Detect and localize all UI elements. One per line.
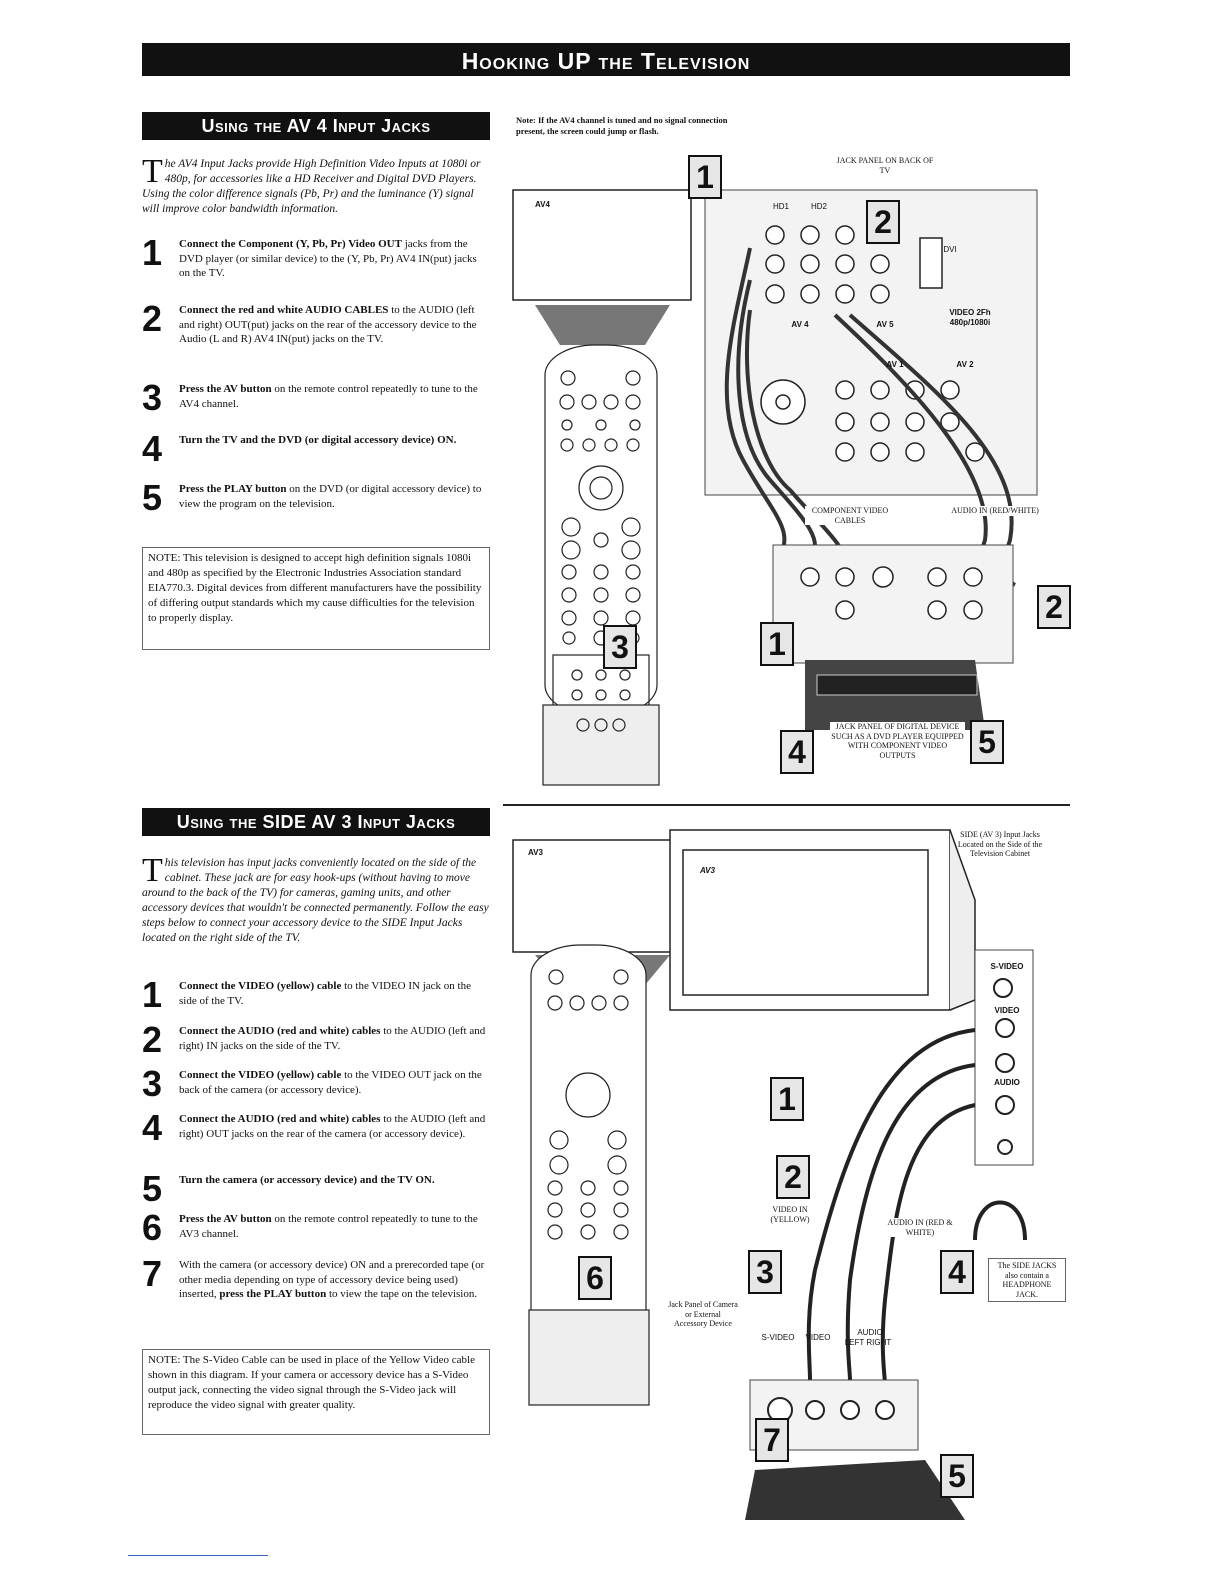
component-cables-label: COMPONENT VIDEO CABLES (805, 506, 895, 525)
audio-in-label: AUDIO IN (RED/WHITE) (951, 506, 1039, 515)
remote-control-2 (529, 945, 649, 1405)
step-number: 5 (142, 1168, 163, 1209)
step-body-text: on the remote control repeatedly to tune to the AV4 channel. (179, 383, 478, 410)
step-number: 7 (142, 1253, 163, 1294)
av2-jack-label: AV 2 (956, 360, 974, 369)
step-number: 4 (142, 428, 163, 469)
callout2-1: 1 (770, 1077, 804, 1121)
section2-title: Using the SIDE AV 3 Input Jacks (142, 808, 490, 836)
video-side-label: VIDEO (994, 1006, 1020, 1015)
step-text (179, 237, 489, 281)
step-body-text: on the remote control repeatedly to tune to the AV3 channel. (179, 1213, 478, 1240)
step-bold-text: Connect the AUDIO (red and white) cables (179, 1025, 381, 1037)
step-bold-text: Press the PLAY button (179, 483, 287, 495)
av4-jack-label: AV 4 (791, 320, 809, 329)
callout2-6: 6 (578, 1256, 612, 1300)
step-bold-text: Connect the AUDIO (red and white) cables (179, 1113, 381, 1125)
step-bold-text: Press the AV button (179, 383, 272, 395)
side-cables (809, 1030, 975, 1385)
step-number: 5 (142, 477, 163, 518)
step-text (179, 979, 489, 1008)
step-body-text: to the AUDIO (left and right) IN jacks on the side of the TV. (179, 1025, 486, 1052)
callout-2b: 2 (1037, 585, 1071, 629)
step-body-text: jacks from the DVD player (or similar device) to the (Y, Pb, Pr) AV4 IN(put) jacks on the TV. (179, 238, 477, 279)
camera-video-label: VIDEO (805, 1333, 831, 1342)
callout-5: 5 (970, 720, 1004, 764)
step-body-text: to the VIDEO OUT jack on the back of the camera (or accessory device). (179, 1069, 482, 1096)
step-bold-text: Connect the VIDEO (yellow) cable (179, 1069, 342, 1081)
section2-intro (142, 852, 490, 946)
step-number: 1 (142, 974, 163, 1015)
headphones (975, 1203, 1025, 1241)
step-body-text: to the VIDEO IN jack on the side of the TV. (179, 980, 471, 1007)
section1-intro (142, 153, 490, 217)
camera-svideo-label: S-VIDEO (761, 1333, 795, 1342)
step-text (179, 1173, 489, 1188)
dvi-label: DVI (943, 245, 957, 254)
callout2-7: 7 (755, 1418, 789, 1462)
step-bold-text: Press the AV button (179, 1213, 272, 1225)
instruction-step (142, 298, 490, 345)
hd2-label: HD2 (810, 202, 827, 211)
step-number: 3 (142, 1063, 163, 1104)
tv-screen-label: AV3 (700, 866, 715, 875)
section2-intro-text: his television has input jacks conveniently located on the side of the cabinet. These jack are for easy hook-ups (without having to move around to the back of the TV) for cameras, gaming units, and other accessory devices that wouldn't be connected permanently. Follow the easy steps below to connect your accessory device to the SIDE Input Jacks located on the right side of the TV. (142, 857, 489, 944)
instruction-step (142, 1207, 490, 1252)
television (670, 830, 975, 1010)
headphone-label: The SIDE JACKS also contain a HEADPHONE JACK. (988, 1258, 1066, 1302)
section1-top-note: Note: If the AV4 channel is tuned and no signal connection present, the screen could jump or flash. (516, 115, 728, 136)
audio-side-label: AUDIO (994, 1078, 1020, 1087)
instruction-step (142, 428, 490, 473)
callout2-5: 5 (940, 1454, 974, 1498)
step-bold-text: Turn the camera (or accessory device) and the TV ON. (179, 1174, 435, 1186)
instruction-step (142, 974, 490, 1019)
remote-control (543, 345, 659, 785)
step-text (179, 482, 489, 511)
section2-intro-cap: T (142, 852, 163, 889)
camera-audio-label: AUDIO (857, 1328, 883, 1337)
step-text (179, 1212, 489, 1241)
step-text (179, 1258, 489, 1302)
callout-3: 3 (603, 625, 637, 669)
av4-diagram (505, 140, 1070, 800)
step-text (179, 1068, 489, 1097)
side-jacks-label: SIDE (AV 3) Input Jacks Located on the Side of the Television Cabinet (957, 830, 1043, 858)
footer-line (128, 1555, 268, 1556)
step-text (179, 303, 489, 347)
section-divider (503, 804, 1070, 806)
av5-jack-label: AV 5 (876, 320, 894, 329)
step-text (179, 433, 489, 448)
step-text (179, 1112, 489, 1141)
step-bold-text: Connect the VIDEO (yellow) cable (179, 980, 342, 992)
hd1-label: HD1 (772, 202, 789, 211)
section2-note: NOTE: The S-Video Cable can be used in place of the Yellow Video cable shown in this diagram. If your camera or accessory device has a S-Video output jack, connecting the video signal through the S-Video jack will reproduce the video signal with greater quality. (142, 1349, 490, 1435)
step-number: 1 (142, 232, 163, 273)
step-body-text: With the camera (or accessory device) ON and a prerecorded tape (or other media depending on type of accessory device being used) inserted, (179, 1259, 485, 1300)
step-body-text: to view the tape on the television. (326, 1288, 478, 1300)
svideo-side-label: S-VIDEO (990, 962, 1024, 971)
step-bold-text: Connect the red and white AUDIO CABLES (179, 304, 389, 316)
callout-1: 1 (688, 155, 722, 199)
jack-panel-digital-label: JACK PANEL OF DIGITAL DEVICE SUCH AS A DVD PLAYER EQUIPPED WITH COMPONENT VIDEO OUTPUTS (831, 722, 964, 760)
step-text (179, 1024, 489, 1053)
step-number: 6 (142, 1207, 163, 1248)
callout2-4: 4 (940, 1250, 974, 1294)
callout2-3: 3 (748, 1250, 782, 1294)
jack-panel-tv-label: JACK PANEL ON BACK OF TV (836, 156, 934, 175)
step-number: 2 (142, 1019, 163, 1060)
section1-intro-text: he AV4 Input Jacks provide High Definition Video Inputs at 1080i or 480p, for accessories like a HD Receiver and Digital DVD Players. Using the color difference signals (Pb, Pr) and the luminance (Y) signal will improve color bandwidth information. (142, 158, 481, 215)
step-bold-text: Connect the Component (Y, Pb, Pr) Video OUT (179, 238, 402, 250)
av1-jack-label: AV 1 (886, 360, 904, 369)
video-in-label: VIDEO IN (YELLOW) (755, 1205, 825, 1224)
step-number: 3 (142, 377, 163, 418)
instruction-step (142, 377, 490, 422)
instruction-step (142, 1019, 490, 1064)
instruction-step (142, 232, 490, 279)
step-body-text: on the DVD (or digital accessory device) to view the program on the television. (179, 483, 482, 510)
section1-intro-cap: T (142, 153, 163, 190)
step-number: 2 (142, 298, 163, 339)
callout2-2: 2 (776, 1155, 810, 1199)
audio-in-side-label: AUDIO IN (RED & WHITE) (885, 1218, 955, 1237)
instruction-step (142, 1168, 490, 1213)
instruction-step (142, 1253, 490, 1300)
camcorder (745, 1460, 965, 1520)
callout-2: 2 (866, 200, 900, 244)
av3-screen-label: AV3 (528, 848, 543, 857)
callout-1b: 1 (760, 622, 794, 666)
callout-4: 4 (780, 730, 814, 774)
step-body-text: to the AUDIO (left and right) OUT(put) jacks on the rear of the accessory device to the Audio (L and R) AV4 IN(put) jacks on the TV. (179, 304, 477, 345)
camera-panel-label: Jack Panel of Camera or External Accessory Device (668, 1300, 738, 1328)
section1-note: NOTE: This television is designed to accept high definition signals 1080i and 480p as specified by the Electronic Industries Association standard EIA770.3. Digital devices from different manufacturers have the possibility of differing output standards which my cause difficulties for the television to properly display. (142, 547, 490, 650)
camera-left-right-label: LEFT RIGHT (844, 1338, 892, 1347)
page-banner: Hooking UP the Television (142, 43, 1070, 76)
video-2fh-label: VIDEO 2Fh 480p/1080i (949, 308, 991, 327)
instruction-step (142, 1107, 490, 1152)
step-body-text: to the AUDIO (left and right) OUT jacks on the rear of the camera (or accessory device). (179, 1113, 486, 1140)
step-bold-text: press the PLAY button (219, 1288, 327, 1300)
section1-title: Using the AV 4 Input Jacks (142, 112, 490, 140)
step-bold-text: Turn the TV and the DVD (or digital accessory device) ON. (179, 434, 457, 446)
av4-screen-label: AV4 (535, 200, 550, 209)
instruction-step (142, 1063, 490, 1108)
instruction-step (142, 477, 490, 522)
step-text (179, 382, 489, 411)
step-number: 4 (142, 1107, 163, 1148)
